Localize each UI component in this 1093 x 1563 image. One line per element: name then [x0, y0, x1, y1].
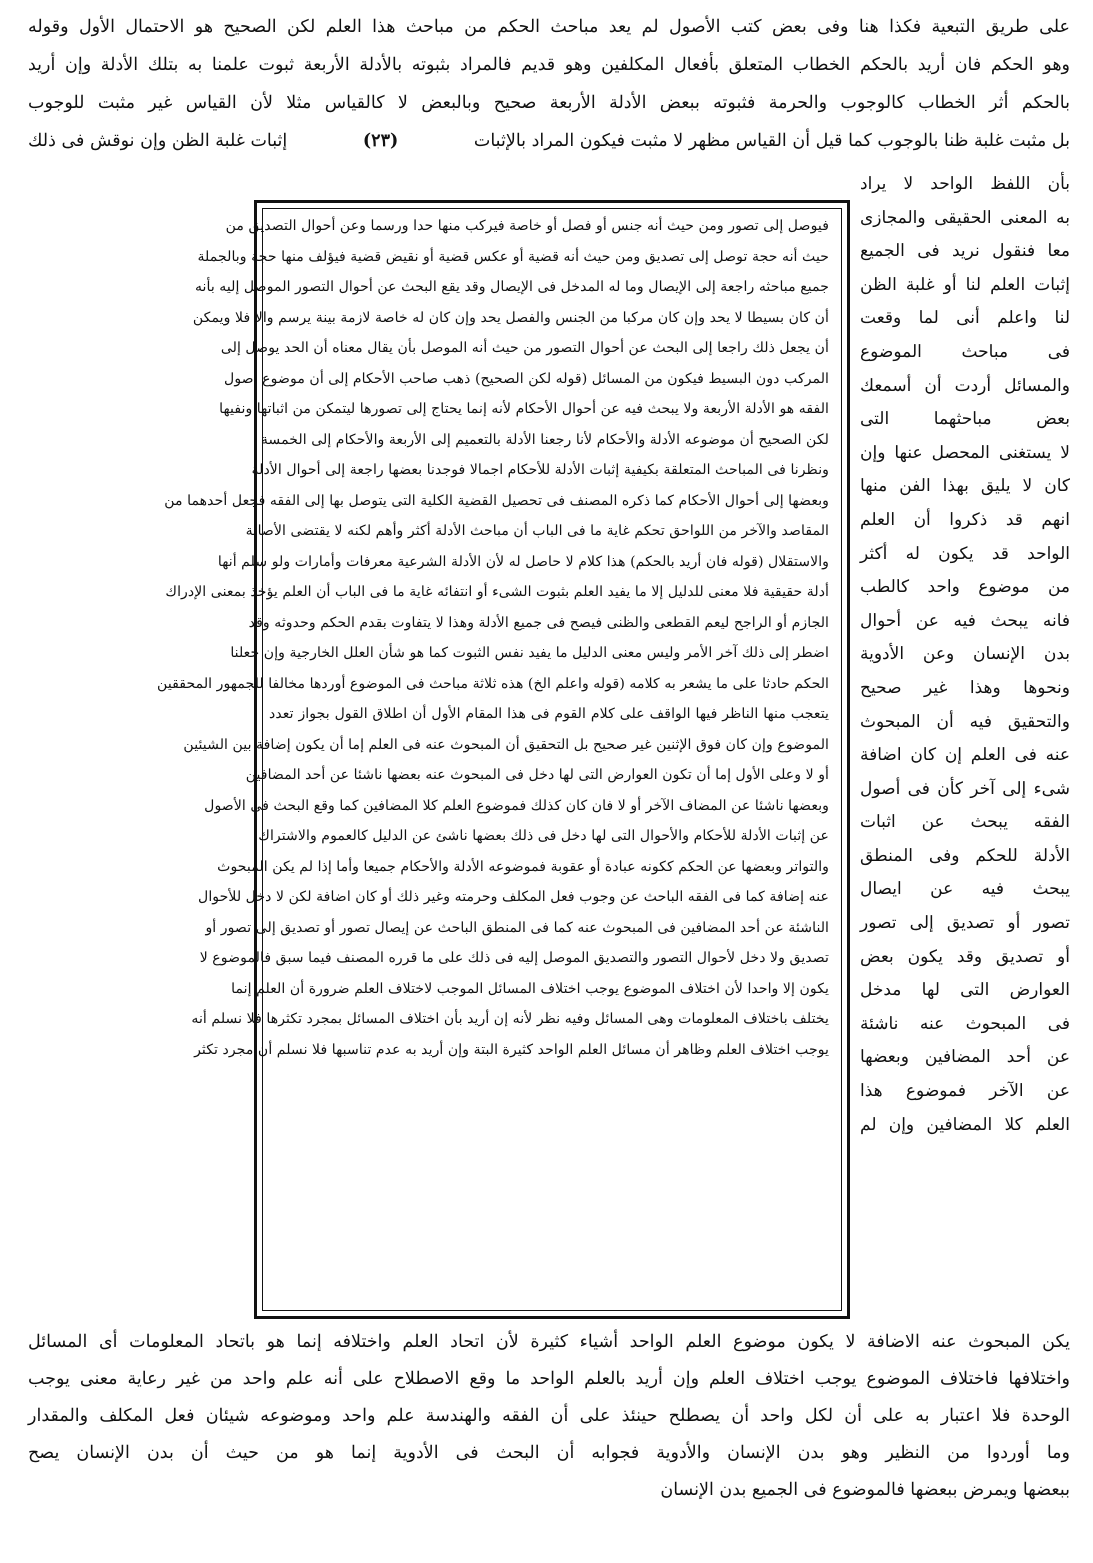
text-line: إثبات العلم لنا أو غلبة الظن	[860, 274, 1070, 295]
text-line: يتعجب منها الناظر فيها الواقف على كلام القوم فى هذا المقام الأول أن اطلاق القول بجواز تعدد	[269, 706, 829, 722]
text-line	[269, 1157, 829, 1188]
text-line: الوحدة فلا اعتبار به على أن لكل واحد أن يصطلح حينئذ على أن الفقه والهندسة علم واحد وموضوعه شيئان فعل المكلف والمقدار	[28, 1406, 1070, 1426]
text-line: أو لا وعلى الأول إما أن تكون العوارض التى لها دخل فى المبحوث عنه بعضها ناشئا عن أحد المضافين	[245, 767, 829, 783]
text-line: يوجب اختلاف العلم وظاهر أن مسائل العلم الواحد كثيرة البتة وإن أريد به عدم تناسبها فلا نسلم أن مجرد تكثر	[194, 1041, 829, 1058]
text-line: من موضوع واحد كالطب	[860, 577, 1070, 598]
text-line: يبحث فيه عن ايصال	[860, 879, 1070, 900]
text-line: بعض مباحثهما التى	[860, 409, 1070, 430]
text-line: اضطر إلى ذلك آخر الأمر وليس معنى الدليل ما يفيد نفس الثبوت كما هو شأن العلل الخارجية وإن جعلنا	[230, 645, 829, 661]
text-line: يكن المبحوث عنه الاضافة لا يكون موضوع العلم الواحد أشياء كثيرة لأن اتحاد العلم واختلافه إنما هو باتحاد المعلومات أى المسائل	[28, 1332, 1070, 1352]
text-line: لكن الصحيح أن موضوعه الأدلة والأحكام لأنا رجعنا الأدلة بالتعميم إلى الأربعة والأحكام إلى الخمسة	[260, 431, 829, 448]
text-line	[28, 122, 1070, 160]
text-line: تصديق ولا دخل لأحوال التصور والتصديق الموصل إليه فى ذلك على ما قرره المصنف فيما سبق فالموضوع لا	[199, 950, 829, 966]
text-line: فيوصل إلى تصور ومن حيث أنه جنس أو فصل أو خاصة فيركب منها حدا ورسما وعن أحوال التصديق من	[225, 218, 829, 234]
text-line: فى مباحث الموضوع	[860, 341, 1070, 362]
text-line	[269, 1096, 829, 1127]
text-line: بالحكم أثر الخطاب كالوجوب والحرمة فثبوته ببعض الأدلة الأربعة صحيح وبالبعض لا كالقياس مثلا لأن القياس غير مثبت للوجوب	[28, 93, 1070, 113]
text-line: عن أحد المضافين وبعضها	[860, 1047, 1070, 1068]
text-line: لنا واعلم أنى لما وقعت	[860, 308, 1070, 329]
text-line: والتحقيق فيه أن المبحوث	[860, 711, 1070, 732]
text-line: الناشئة عن أحد المضافين فى المبحوث عنه كما فى المنطق الباحث عن إيصال تصور أو تصديق إلى تصور أو	[205, 919, 829, 936]
text-line: يختلف باختلاف المعلومات وهى المسائل وفيه نظر لأنه إن أريد بأن اختلاف المسائل بمجرد تكثرها فلا نسلم أنه	[191, 1011, 829, 1027]
page-number: (٢٣)	[362, 131, 399, 151]
text-line: ونظرنا فى المباحث المتعلقة بكيفية إثبات الأدلة للأحكام اجمالا فوجدنا بعضها راجعة إلى أحوال الأدلة	[251, 462, 829, 478]
text-line	[269, 1126, 829, 1157]
top-paragraph	[28, 8, 1070, 160]
text-line	[269, 1248, 829, 1279]
text-line: المقاصد والآخر من اللواحق تحكم غاية ما فى الباب أن مباحث الأدلة أكثر وأهم لكنه لا يقتضى الأصالة	[245, 523, 829, 539]
text-line: فى المبحوث عنه ناشئة	[860, 1013, 1070, 1034]
text-line: فانه يبحث فيه عن أحوال	[860, 610, 1070, 631]
text-line	[269, 1218, 829, 1249]
text-line: العلم كلا المضافين وإن لم	[860, 1114, 1070, 1135]
text-line: به المعنى الحقيقى والمجازى	[860, 207, 1070, 228]
text-line: وهو الحكم فان أريد بالحكم الخطاب المتعلق بأفعال المكلفين وهو قديم فالمراد بثبوته بالأدلة الأربعة ثبوت علمنا به بتلك الأدلة وإن أريد	[28, 55, 1070, 75]
text-line: الفقه يبحث عن اثبات	[860, 812, 1070, 833]
text-line: وما أوردوا من النظير وهو بدن الإنسان والأدوية فجوابه أن البحث فى الأدوية إنما هو من حيث أن بدن الإنسان يصح	[28, 1443, 1070, 1463]
text-line: ببعضها ويمرض ببعضها فالموضوع فى الجميع بدن الإنسان	[660, 1480, 1070, 1500]
text-line: بدن الإنسان وعن الأدوية	[860, 644, 1070, 665]
text-line: بأن اللفظ الواحد لا يراد	[860, 174, 1070, 194]
text-line: أن يجعل ذلك راجعا إلى البحث عن أحوال التصور من حيث أنه الموصل بأن يقال معناه أن الحد يوصل إلى	[220, 340, 829, 356]
text-line: والاستقلال (قوله فان أريد بالحكم) هذا كلام لا حاصل له لأن الأدلة الشرعية معرفات وأمارات ولو سلم أنها	[217, 553, 829, 570]
side-column	[860, 168, 1070, 1142]
text-line	[269, 1065, 829, 1096]
text-line: الأدلة للحكم وفى المنطق	[860, 845, 1070, 866]
text-line: شىء إلى آخر كأن فى أصول	[860, 778, 1070, 799]
text-line: عنه إضافة كما فى الفقه الباحث عن وجوب فعل المكلف وحرمته وغير ذلك أو كان اضافة لكن لا دخل للأحوال	[198, 889, 829, 905]
text-line: الواحد قد يكون له أكثر	[860, 543, 1070, 564]
text-line: لا يستغنى المحصل عنها وإن	[860, 442, 1070, 463]
text-line: العوارض التى لها مدخل	[860, 980, 1070, 1001]
text-line: انهم قد ذكروا أن العلم	[860, 509, 1070, 530]
text-line: كان لا يليق بهذا الفن منها	[860, 476, 1070, 497]
text-line: والتواتر وبعضها عن الحكم ككونه عبادة أو عقوبة فموضوعه الأدلة والأحكام جميعا وأما إذا لم يكن المبحوث	[217, 858, 829, 875]
text-line: عنه فى العلم إن كان اضافة	[860, 745, 1070, 766]
text-line: تصور أو تصديق إلى تصور	[860, 913, 1070, 934]
text-line-end: إثبات غلبة الظن وإن نوقش فى ذلك	[28, 131, 288, 151]
text-line: والمسائل أردت أن أسمعك	[860, 375, 1070, 396]
text-line	[269, 1187, 829, 1218]
text-line-start: بل مثبت غلبة ظنا بالوجوب كما قيل أن القياس مظهر لا مثبت فيكون المراد بالإثبات	[473, 131, 1070, 151]
commentary-text	[157, 211, 829, 1309]
text-line: الموضوع وإن كان فوق الإثنين غير صحيح بل التحقيق أن المبحوث عنه فى العلم إما أن يكون إضافة بين الشيئين	[183, 736, 829, 753]
text-line: معا فنقول نريد فى الجميع	[860, 241, 1070, 262]
text-line: وبعضها ناشئا عن المضاف الآخر أو لا فان كان كذلك فموضوع العلم كلا المضافين كما وقع البحث فى الأصول	[204, 797, 829, 814]
text-line: أن كان بسيطا لا يحد وإن كان مركبا من الجنس والفصل يحد وإن كان له خاصة لازمة بينة يرسم والا فلا ويمكن	[192, 309, 829, 326]
bottom-paragraph	[28, 1324, 1070, 1509]
text-line: ونحوها وهذا غير صحيح	[860, 677, 1070, 698]
text-line: على طريق التبعية فكذا هنا وفى بعض كتب الأصول لم يعد مباحث الحكم من مباحث هذا العلم لكن الصحيح هو الاحتمال الأول وقوله	[28, 17, 1070, 37]
text-line	[269, 1279, 829, 1310]
text-line: وبعضها إلى أحوال الأحكام كما ذكره المصنف فى تحصيل القضية الكلية التى يتوصل بها إلى الفقه فجعل أحدهما من	[164, 492, 829, 509]
text-line: الجازم أو الراجح ليعم القطعى والظنى فيصح فى جميع الأدلة وهذا لا يتفاوت بقدم الحكم وحدوثه وقد	[248, 614, 829, 631]
text-line: الفقه هو الأدلة الأربعة ولا يبحث فيه عن أحوال الأحكام لأنه إنما يحتاج إلى تصورها ليتمكن من اثباتها ونفيها	[219, 401, 829, 417]
text-line: حيث أنه حجة توصل إلى تصديق ومن حيث أنه قضية أو عكس قضية أو نقيض قضية فيؤلف منها حجة وبالجملة	[197, 248, 829, 265]
text-line: الحكم حادثا على ما يشعر به كلامه (قوله واعلم الخ) هذه ثلاثة مباحث فى الموضوع أوردها مخالفا للجمهور المحققين	[157, 675, 829, 692]
commentary-box	[157, 200, 850, 1319]
text-line: واختلافها فاختلاف الموضوع يوجب اختلاف العلم وإن أريد بالعلم الواحد ما وقع الاصطلاح على أنه علم واحد من غير رعاية معنى يوجب	[28, 1369, 1070, 1389]
text-line: أدلة حقيقية فلا معنى للدليل إلا ما يفيد العلم بثبوت الشىء أو انتفائه غاية ما فى الباب أن العلم يؤخذ بمعنى الإدراك	[165, 584, 829, 600]
text-line: أو تصديق وقد يكون بعض	[860, 946, 1070, 967]
text-line: جميع مباحثه راجعة إلى الإيصال وما له المدخل فى الإيصال وقد يقع البحث عن أحوال التصور الموصل إليه بأنه	[194, 279, 829, 295]
text-line: يكون إلا واحدا لأن اختلاف الموضوع يوجب اختلاف المسائل الموجب لاختلاف العلم ضرورة أن العلم إنما	[231, 980, 829, 997]
text-line: عن الآخر فموضوع هذا	[860, 1081, 1070, 1102]
text-line: عن إثبات الأدلة للأحكام والأحوال التى لها دخل فى ذلك بعضها ناشئ عن الدليل كالعموم والاشتراك	[258, 828, 829, 844]
text-line: المركب دون البسيط فيكون من المسائل (قوله لكن الصحيح) ذهب صاحب الأحكام إلى أن موضوع أصول	[224, 370, 829, 387]
